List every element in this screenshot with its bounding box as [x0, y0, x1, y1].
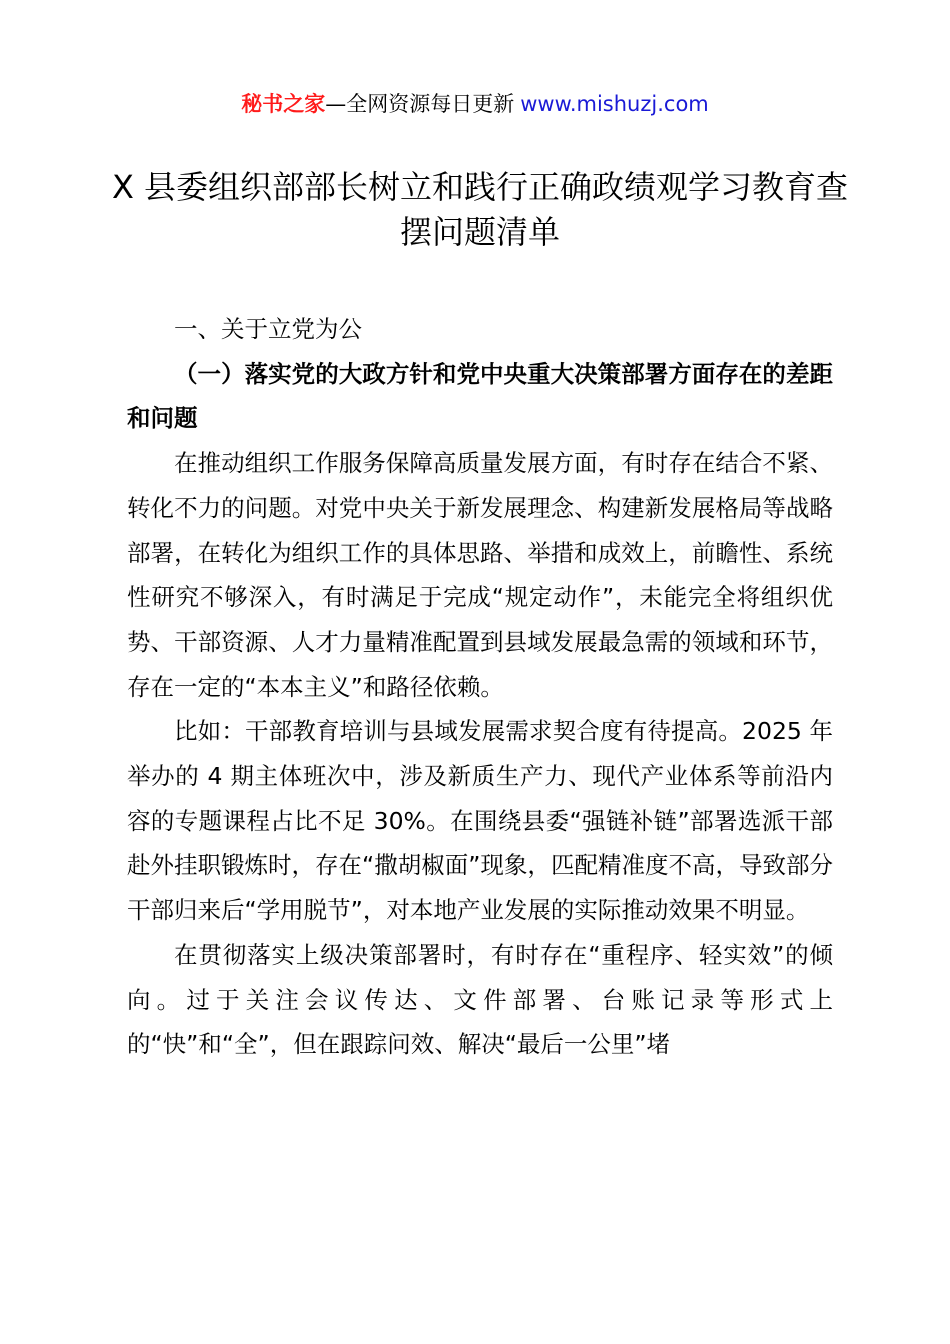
body-paragraph: 比如：干部教育培训与县域发展需求契合度有待提高。2025 年举办的 4 期主体班次中，涉及新质生产力、现代产业体系等前沿内容的专题课程占比不足 30%。在围绕县委“强链补链”部署选派干部赴外挂职锻炼时，存在“撒胡椒面”现象，匹配精准度不高，导致部分干部归来后“学用脱节”，对本地产业发展的实际推动效果不明显。	[127, 717, 833, 925]
body-paragraph: 在推动组织工作服务保障高质量发展方面，有时存在结合不紧、转化不力的问题。对党中央关于新发展理念、构建新发展格局等战略部署，在转化为组织工作的具体思路、举措和成效上，前瞻性、系统性研究不够深入，有时满足于完成“规定动作”，未能完全将组织优势、干部资源、人才力量精准配置到县域发展最急需的领域和环节，存在一定的“本本主义”和路径依赖。	[127, 449, 833, 701]
document-body	[127, 307, 833, 1067]
brand-name: 秘书之家	[241, 92, 326, 116]
subsection-heading: （一）落实党的大政方针和党中央重大决策部署方面存在的差距和问题	[127, 359, 833, 433]
banner-slogan: —全网资源每日更新	[325, 92, 515, 116]
body-paragraph: 在贯彻落实上级决策部署时，有时存在“重程序、轻实效”的倾向。过于关注会议传达、文件部署、台账记录等形式上的“快”和“全”，但在跟踪问效、解决“最后一公里”堵	[127, 940, 833, 1059]
site-banner	[0, 88, 950, 120]
section-heading: 一、关于立党为公	[174, 315, 362, 343]
site-url-link[interactable]: www.mishuzj.com	[520, 92, 709, 116]
document-title: X 县委组织部部长树立和践行正确政绩观学习教育查摆问题清单	[111, 168, 849, 251]
